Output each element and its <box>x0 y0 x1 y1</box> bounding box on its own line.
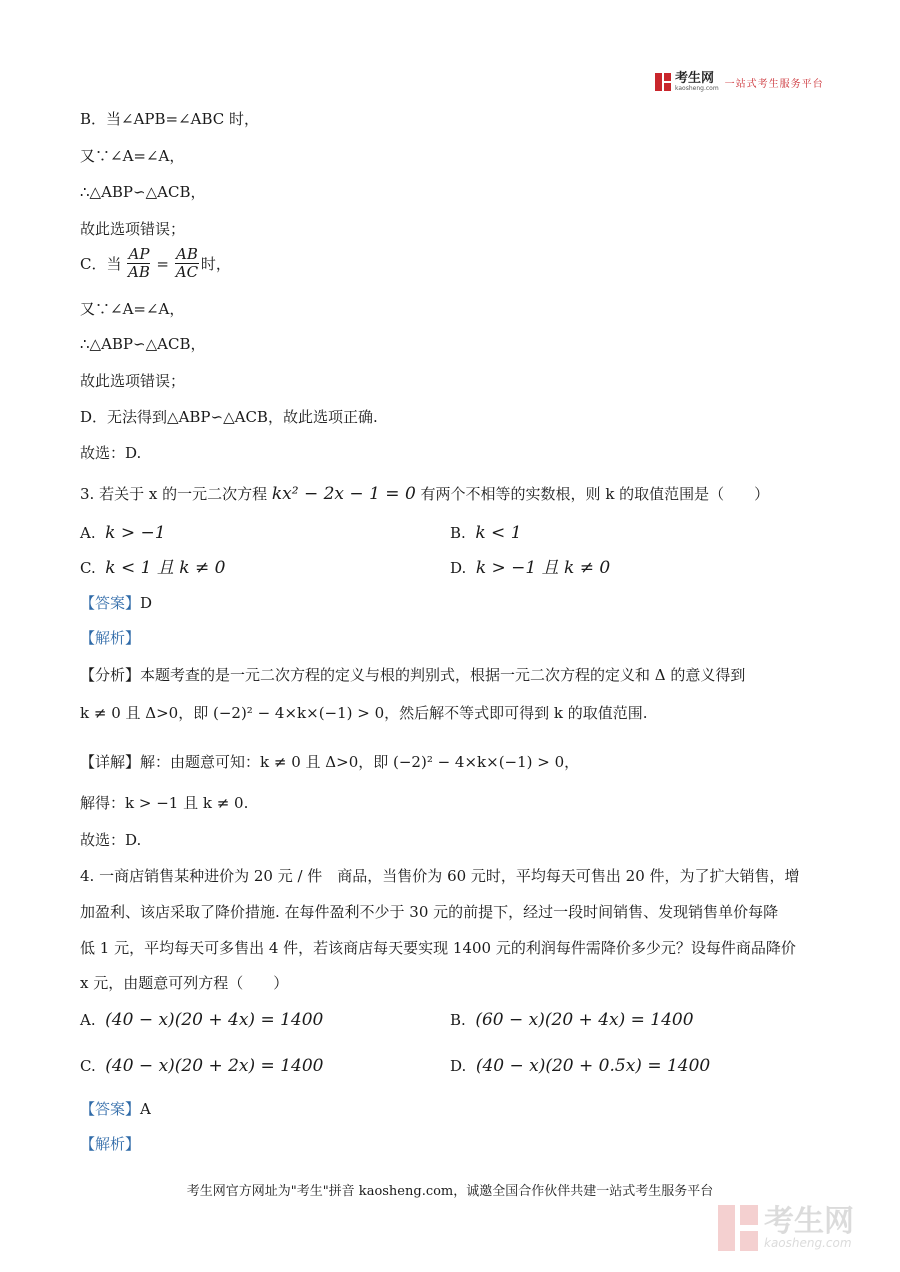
page-footer: 考生网官方网址为"考生"拼音 kaosheng.com，诚邀全国合作伙伴共建一站式考生服务平台 <box>186 1184 714 1199</box>
question-3-option-c[interactable] <box>80 558 225 578</box>
brand-logo <box>655 72 824 92</box>
question-4-stem-line-1: 4. 一商店销售某种进价为 20 元 / 件 商品，当售价为 60 元时，平均每天可售出 20 件，为了扩大销售，增 <box>80 867 800 885</box>
brand-url: kaosheng.com <box>675 85 719 92</box>
option-label: D. <box>450 559 467 577</box>
fraction-numerator: AP <box>128 245 150 263</box>
option-text: k < 1 <box>475 523 522 543</box>
option-text: k > −1 <box>105 523 166 543</box>
question-4-answer <box>80 1100 151 1118</box>
question-4-option-d[interactable] <box>450 1056 710 1076</box>
question-3-answer <box>80 594 152 612</box>
question-3-stem-suffix: 有两个不相等的实数根，则 k 的取值范围是（ ） <box>420 485 770 503</box>
option-b-conclusion: 故此选项错误； <box>80 220 186 238</box>
question-4-option-a[interactable] <box>80 1010 323 1030</box>
question-3-stem-prefix: 3. 若关于 x 的一元二次方程 <box>80 485 268 503</box>
question-3-xiangjie <box>80 753 579 771</box>
option-text: k < 1 且 k ≠ 0 <box>105 558 226 578</box>
option-b-similar: ∴△ABP∽△ACB， <box>80 183 206 201</box>
option-d-conclusion: D．无法得到△ABP∽△ACB，故此选项正确. <box>80 408 378 426</box>
option-b-given: 又∵∠A=∠A， <box>80 147 185 165</box>
option-label: C. <box>80 1057 96 1075</box>
question-4-option-b[interactable] <box>450 1010 694 1030</box>
fenxi-text: 本题考查的是一元二次方程的定义与根的判别式，根据一元二次方程的定义和 Δ 的意义得到 <box>140 666 746 684</box>
fraction-denominator: AB <box>128 263 150 282</box>
question-3-option-b[interactable] <box>450 523 522 543</box>
option-b-condition: B．当∠APB=∠ABC 时， <box>80 110 260 128</box>
analysis-tag: 【解析】 <box>80 1135 141 1153</box>
answer-value: D <box>140 594 153 612</box>
question-3-analysis-heading <box>80 629 140 647</box>
question-4-stem-line-4: x 元，由题意可列方程（ ） <box>80 974 289 992</box>
option-c-condition <box>80 246 231 282</box>
option-label: B. <box>450 1011 466 1029</box>
option-c-suffix: 时， <box>200 254 231 273</box>
question-4-stem-line-2: 加盈利、该店采取了降价措施. 在每件盈利不少于 30 元的前提下，经过一段时间销售、发现销售单价每降 <box>80 903 779 921</box>
brand-slogan: 一站式考生服务平台 <box>724 78 824 90</box>
xiangjie-tag: 【详解】 <box>80 753 141 771</box>
question-3-option-d[interactable] <box>450 558 610 578</box>
answer-value: A <box>140 1100 151 1118</box>
watermark-url: kaosheng.com <box>764 1236 852 1250</box>
question-3-solution: 解得：k > −1 且 k ≠ 0. <box>80 794 249 812</box>
fraction-ap-ab <box>127 246 150 282</box>
brand-logo-icon <box>655 73 671 91</box>
equals-sign: = <box>156 254 169 273</box>
option-c-prefix: C．当 <box>80 254 122 273</box>
option-label: B. <box>450 524 466 542</box>
question-3-fenxi <box>80 666 745 684</box>
question-4-option-c[interactable] <box>80 1056 323 1076</box>
option-text: (40 − x)(20 + 4x) = 1400 <box>105 1010 324 1030</box>
fraction-denominator: AC <box>175 263 199 282</box>
question-4-analysis-heading <box>80 1135 140 1153</box>
xiangjie-text: 解：由题意可知：k ≠ 0 且 Δ>0，即 (−2)² − 4×k×(−1) > 0， <box>140 753 580 771</box>
option-label: A. <box>80 1011 96 1029</box>
choice-line: 故选：D. <box>80 444 142 462</box>
analysis-tag: 【解析】 <box>80 629 141 647</box>
question-3-stem <box>80 484 769 504</box>
fraction-numerator: AB <box>176 245 198 263</box>
fenxi-tag: 【分析】 <box>80 666 141 684</box>
answer-tag: 【答案】 <box>80 1100 141 1118</box>
fraction-ab-ac <box>175 246 199 282</box>
question-3-choice: 故选：D. <box>80 831 142 849</box>
question-3-equation: kx² − 2x − 1 = 0 <box>271 484 416 504</box>
option-c-similar: ∴△ABP∽△ACB， <box>80 335 206 353</box>
question-4-stem-line-3: 低 1 元，平均每天可多售出 4 件，若该商店每天要实现 1400 元的利润每件需降价多少元？设每件商品降价 <box>80 939 796 957</box>
brand-name: 考生网 <box>675 71 715 86</box>
option-label: C. <box>80 559 96 577</box>
option-text: (60 − x)(20 + 4x) = 1400 <box>475 1010 694 1030</box>
option-c-given: 又∵∠A=∠A， <box>80 300 185 318</box>
option-text: (40 − x)(20 + 2x) = 1400 <box>105 1056 324 1076</box>
watermark-icon <box>718 1205 758 1251</box>
option-label: D. <box>450 1057 467 1075</box>
question-3-option-a[interactable] <box>80 523 166 543</box>
option-text: (40 − x)(20 + 0.5x) = 1400 <box>475 1056 711 1076</box>
question-3-fenxi-cont: k ≠ 0 且 Δ>0，即 (−2)² − 4×k×(−1) > 0，然后解不等式即可得到 k 的取值范围. <box>80 704 648 722</box>
option-label: A. <box>80 524 96 542</box>
answer-tag: 【答案】 <box>80 594 141 612</box>
option-c-conclusion: 故此选项错误； <box>80 372 186 390</box>
watermark-logo <box>718 1205 854 1251</box>
watermark-name: 考生网 <box>764 1204 854 1239</box>
option-text: k > −1 且 k ≠ 0 <box>475 558 611 578</box>
